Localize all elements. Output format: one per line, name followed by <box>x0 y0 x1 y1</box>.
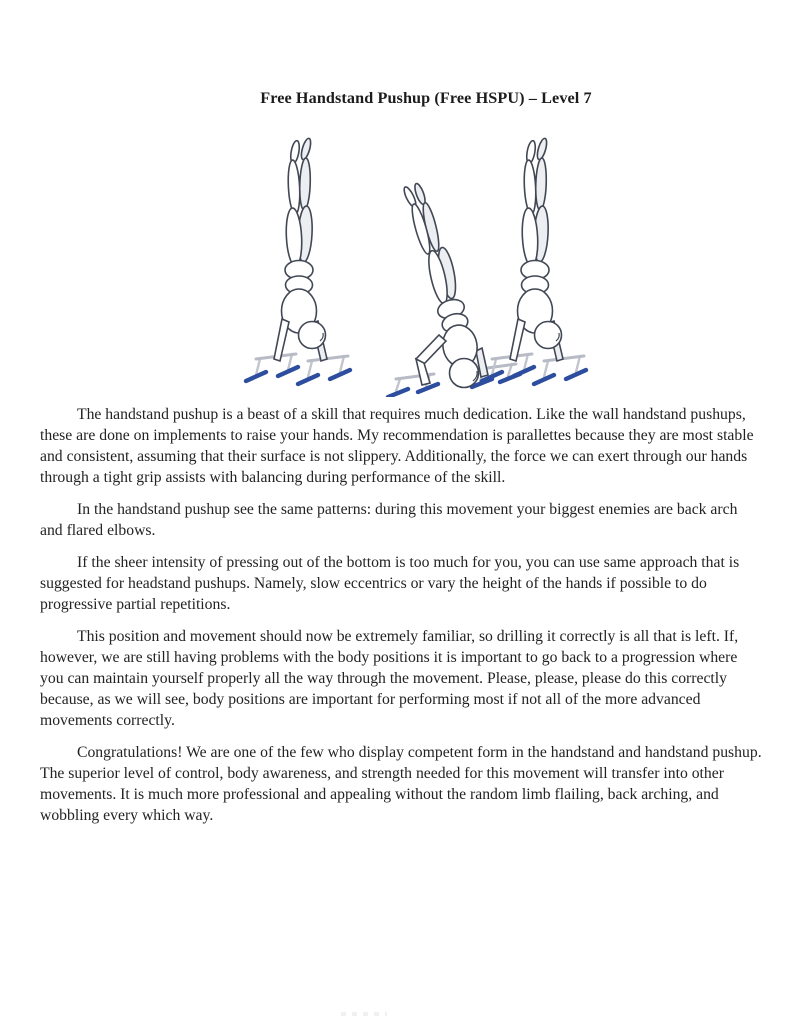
handstand-figure-bottom <box>388 182 520 397</box>
body-text <box>40 404 762 837</box>
parallette-icon <box>388 374 438 397</box>
paragraph-5: Congratulations! We are one of the few who display competent form in the handstand and handstand pushup. The superior level of control, body awareness, and strength needed for this movement will transfer into other movements. It is much more professional and appealing without the random limb flailing, back arching, and wobbling every which way. <box>40 744 762 824</box>
paragraph-1: The handstand pushup is a beast of a skill that requires much dedication. Like the wall handstand pushups, these are done on implements to raise your hands. My recommendation is parallettes because they are most stable and consistent, assuming that their surface is not slippery. Additionally, the force we can exert through our hands through a tight grip assists with balancing during performance of the skill. <box>40 406 754 486</box>
handstand-figure-top-2 <box>482 137 586 384</box>
page-title: Free Handstand Pushup (Free HSPU) – Level 7 <box>260 89 592 107</box>
handstand-illustration <box>238 137 602 397</box>
faint-footer-artifact <box>341 1012 387 1016</box>
paragraph-4: This position and movement should now be extremely familiar, so drilling it correctly is all that is left. If, however, we are still having problems with the body positions it is important to go back to a progression where you can maintain yourself properly all the way through the movement. Please, please, please do this correctly because, as we will see, body positions are important for performing most if not all of the more advanced movements correctly. <box>40 628 739 729</box>
handstand-figure-top-1 <box>246 137 350 384</box>
paragraph-2: In the handstand pushup see the same patterns: during this movement your biggest enemies are back arch and flared elbows. <box>40 501 738 539</box>
paragraph-3: If the sheer intensity of pressing out of the bottom is too much for you, you can use same approach that is suggested for headstand pushups. Namely, slow eccentrics or vary the height of the hands if possible to do progressive partial repetitions. <box>40 554 740 613</box>
